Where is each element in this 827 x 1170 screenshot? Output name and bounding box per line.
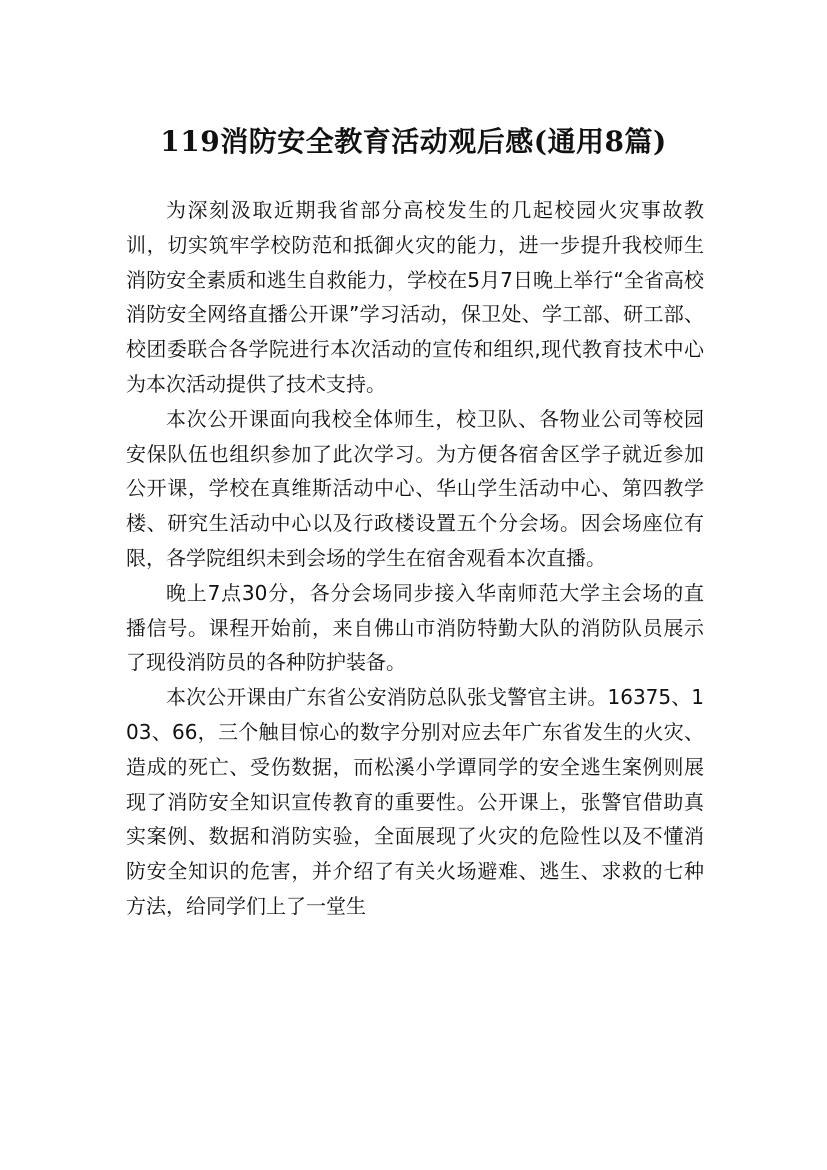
paragraph-3: 晚上7点30分，各分会场同步接入华南师范大学主会场的直播信号。课程开始前，来自佛山市消防特勤大队的消防队员展示了现役消防员的各种防护装备。: [126, 580, 704, 675]
paragraph-4: 本次公开课由广东省公安消防总队张戈警官主讲。16375、103、66，三个触目惊心的数字分别对应去年广东省发生的火灾、造成的死亡、受伤数据，而松溪小学谭同学的安全逃生案例则展现了消防安全知识宣传教育的重要性。公开课上，张警官借助真实案例、数据和消防实验，全面展现了火灾的危险性以及不懂消防安全知识的危害，并介绍了有关火场避难、逃生、求救的七种方法，给同学们上了一堂生: [126, 685, 704, 918]
paragraph-1: 为深刻汲取近期我省部分高校发生的几起校园火灾事故教训，切实筑牢学校防范和抵御火灾的能力，进一步提升我校师生消防安全素质和逃生自救能力，学校在5月7日晚上举行“全省高校消防安全网络直播公开课”学习活动，保卫处、学工部、研工部、校团委联合各学院进行本次活动的宣传和组织,现代教育技术中心为本次活动提供了技术支持。: [126, 198, 704, 396]
document-body: [126, 193, 704, 924]
paragraph-2: 本次公开课面向我校全体师生，校卫队、各物业公司等校园安保队伍也组织参加了此次学习。为方便各宿舍区学子就近参加公开课，学校在真维斯活动中心、华山学生活动中心、第四教学楼、研究生活动中心以及行政楼设置五个分会场。因会场座位有限，各学院组织未到会场的学生在宿舍观看本次直播。: [126, 406, 704, 570]
document-title: 119消防安全教育活动观后感(通用8篇): [160, 124, 667, 158]
